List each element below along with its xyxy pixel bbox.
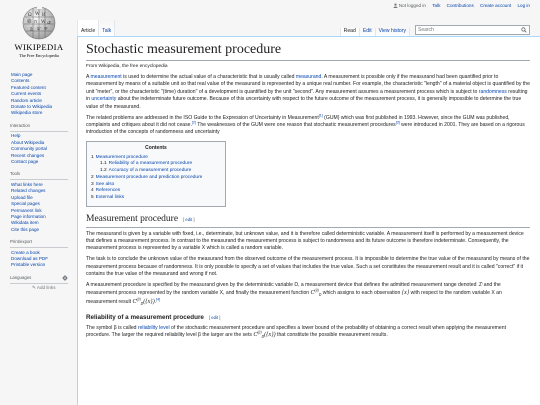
section-heading-text: Measurement procedure	[86, 213, 179, 224]
svg-text:W: W	[35, 12, 40, 17]
svg-text:Ω: Ω	[28, 13, 32, 18]
sidebar-item-what-links-here[interactable]: What links here	[11, 181, 43, 187]
sidebar-item-special-pages[interactable]: Special pages	[11, 201, 40, 207]
toc-label[interactable]: See also	[95, 181, 115, 187]
toc-title: Contents	[145, 144, 167, 151]
search-input[interactable]	[415, 25, 530, 35]
text: were introduced in 2001. They are based on a rigorous introduction of the concepts of randomness and uncertainty	[86, 121, 525, 136]
text: of the stochastic measurement procedure and specifies a lower bound of the probability of obtaining a correct result when applying the measurement procedure. The larger the required reliability level β the larger are the sets	[86, 324, 507, 339]
sidebar-item-page-information[interactable]: Page information	[11, 213, 46, 219]
svg-text:ی: ی	[47, 20, 51, 25]
measurand-link[interactable]: measurand	[295, 74, 322, 80]
sidebar-item-donate-to-wikipedia[interactable]: Donate to Wikipedia	[11, 104, 53, 110]
intro-paragraph-2	[86, 115, 530, 137]
math-result-arg: ({x})	[264, 332, 276, 339]
text: resulting in	[86, 88, 528, 103]
sidebar-item-wikidata-item[interactable]: Wikidata item	[11, 220, 39, 226]
sidebar-item-related-changes[interactable]: Related changes	[11, 188, 46, 194]
personal-tools	[388, 3, 530, 8]
create-account-link[interactable]: Create account	[480, 3, 512, 8]
text: which assigns to each observation	[321, 289, 402, 296]
svg-text:И: И	[42, 13, 46, 18]
login-link[interactable]: Log in	[517, 3, 530, 8]
text: The related problems are addressed in the ISO Guide to the Expression of Uncertainty in Measurement	[86, 114, 319, 121]
sidebar-item-current-events[interactable]: Current events	[11, 91, 42, 97]
toc-number: 3	[91, 181, 94, 187]
contributions-link[interactable]: Contributions	[446, 3, 474, 8]
edit-link-text[interactable]: edit	[211, 314, 219, 320]
add-links-text: Add links	[36, 285, 56, 291]
text: A measurement procedure is specified by the measurand given by the deterministic variable D, a measurement device that defines the admitted measurement range denoted	[86, 282, 478, 289]
sidebar-item-printable-version[interactable]: Printable version	[11, 262, 46, 268]
sidebar-item-upload-file[interactable]: Upload file	[11, 194, 33, 200]
print-heading: Print/export	[10, 238, 68, 248]
sidebar-item-contents[interactable]: Contents	[11, 78, 30, 84]
math-fn-sup: (β)	[314, 288, 319, 293]
gear-icon[interactable]	[62, 275, 68, 281]
sidebar-item-featured-content[interactable]: Featured content	[11, 84, 46, 90]
math-measurement-function	[311, 290, 322, 296]
not-logged-in-label	[393, 3, 427, 8]
search-icon[interactable]	[521, 27, 527, 33]
section-heading-measurement-procedure	[86, 213, 530, 228]
randomness-link[interactable]: randomness	[478, 88, 507, 95]
svg-text:ก: ก	[34, 20, 38, 25]
sidebar-languages	[10, 274, 76, 292]
sidebar-tools	[10, 170, 76, 233]
namespace-tabs	[77, 20, 115, 37]
math-observation: {x}	[401, 289, 410, 296]
languages-heading	[10, 274, 68, 284]
toc-item-measurement-procedure-and-prediction-procedure[interactable]	[91, 175, 221, 182]
svg-text:維: 維	[27, 20, 33, 25]
svg-text:ক: ক	[44, 27, 48, 32]
math-result-arg: ({x})	[143, 299, 155, 306]
text: . A measurement is possible only if the measurand had been quantified prior to measurement by means of a suitable unit so that real value of the measurand is represented by a unique real number. For example, the characteristic "length" of a material object is quantified by the unit "meter", or the characteristic "(time) duration" of a development is quantified by the unit "second". Any measurement assumes a measurement process which is subject to	[86, 74, 530, 95]
search-placeholder: Search	[418, 27, 434, 33]
wordmark: WIKIPEDIA	[14, 42, 64, 52]
table-of-contents	[86, 141, 226, 207]
math-range-symbol: 𝔇	[477, 282, 483, 289]
math-fn-sup: (β)	[257, 330, 262, 335]
view-tabs	[340, 20, 530, 37]
toc-number: 1	[91, 154, 94, 160]
reference-4[interactable]: [4]	[156, 297, 161, 302]
text: The symbol β is called	[86, 324, 138, 331]
page-title: Stochastic measurement procedure	[86, 41, 530, 61]
measurement-paragraph-3	[86, 282, 530, 309]
intro-paragraph-1	[86, 74, 530, 111]
text: (GUM) which was first published in 1993. However, since the GUM was published, complaints and critiques about it did not cease.	[86, 114, 510, 128]
svg-text:W: W	[41, 20, 46, 25]
math-fn-sub: D	[140, 302, 144, 307]
math-result-sets	[253, 332, 275, 338]
talk-link[interactable]: Talk	[432, 3, 441, 8]
measurement-link[interactable]: measurement	[90, 74, 122, 80]
tab-talk[interactable]: Talk	[99, 20, 115, 37]
languages-heading-text: Languages	[10, 274, 32, 280]
toc-list	[91, 155, 221, 202]
toc-number: 1.1	[100, 161, 107, 167]
sidebar-item-random-article[interactable]: Random article	[11, 97, 42, 103]
math-fn-sub: D	[261, 335, 265, 340]
text: is used to determine the actual value of a characteristic that is usually called	[121, 74, 296, 80]
edit-section-link[interactable]: [ edit ]	[183, 216, 195, 222]
toc-item-references[interactable]	[91, 188, 221, 195]
measurement-paragraph-2: The task is to conclude the unknown value of the measurand from the observed outcome of the measurement process. It is impossible to determine the true value of the measurand by means of the measurement process because of randomness. It is only possible to specify a set of values that includes the true value. Such a set constitutes the measurement result and it is called "correct" if it contains the true value of the measurand and wrong if not.	[86, 256, 530, 278]
math-fn-sub: D	[318, 292, 322, 297]
toc-label[interactable]: External links	[95, 194, 125, 200]
toc-number: 2	[91, 174, 94, 180]
toc-label[interactable]: Accuracy of a measurement procedure	[108, 168, 192, 174]
math-result	[132, 297, 157, 307]
sidebar-item-permanent-link[interactable]: Permanent link	[11, 207, 42, 213]
sidebar-item-cite-this-page[interactable]: Cite this page	[11, 226, 40, 232]
toc-label[interactable]: Measurement procedure and prediction procedure	[95, 174, 203, 180]
text: .	[154, 299, 157, 306]
sidebar-item-main-page[interactable]: Main page	[11, 72, 33, 77]
edit-link-text[interactable]: edit	[185, 216, 193, 222]
sidebar-item-download-as-pdf[interactable]: Download as PDF	[11, 256, 49, 262]
reliability-level-link[interactable]: reliability level	[137, 324, 170, 331]
pencil-icon: ✎	[32, 285, 36, 291]
wikipedia-logo[interactable]	[0, 0, 78, 66]
section-heading-reliability	[86, 314, 530, 322]
math-fn-letter: C	[253, 332, 258, 339]
section-heading-text: Reliability of a measurement procedure	[86, 313, 204, 321]
main-content	[77, 36, 540, 405]
toc-label[interactable]: Reliability of a measurement procedure	[108, 161, 193, 167]
reference-3[interactable]: [3]	[395, 120, 400, 125]
toc-label[interactable]: References	[95, 188, 121, 194]
math-fn-letter: C	[310, 289, 315, 296]
math-fn-sup: (β)	[136, 297, 141, 302]
tab-edit[interactable]: Edit	[360, 28, 376, 38]
tab-view-history[interactable]: View history	[376, 28, 410, 38]
tagline: The Free Encyclopedia	[19, 52, 59, 58]
reliability-paragraph	[86, 325, 530, 342]
text: A	[86, 74, 91, 80]
toc-label[interactable]: Measurement procedure	[95, 154, 148, 160]
edit-section-link[interactable]: [ edit ]	[208, 314, 221, 320]
sidebar-item-recent-changes[interactable]: Recent changes	[11, 152, 45, 158]
add-links-link[interactable]	[10, 285, 76, 291]
site-subtitle: From Wikipedia, the free encyclopedia	[86, 64, 168, 69]
sidebar-print	[10, 238, 76, 269]
uncertainty-link[interactable]: uncertainty	[91, 96, 117, 103]
user-icon	[393, 3, 398, 8]
sidebar-interaction	[10, 122, 76, 166]
reference-1[interactable]: [1]	[318, 113, 323, 118]
sidebar	[0, 72, 76, 297]
sidebar-item-help[interactable]: Help	[11, 133, 21, 139]
tools-heading: Tools	[10, 170, 68, 180]
sidebar-item-contact-page[interactable]: Contact page	[11, 158, 39, 164]
interaction-heading: Interaction	[10, 122, 68, 132]
toc-number: 4	[91, 188, 94, 194]
text: that constitute the possible measurement results.	[275, 332, 388, 339]
tab-read[interactable]: Read	[340, 28, 360, 38]
text: and the measurement process represented by the random variable X, and finally the measurement function	[86, 282, 501, 296]
toc-number: 1.2	[100, 168, 107, 174]
sidebar-item-wikipedia-store[interactable]: Wikipedia store	[11, 110, 43, 116]
tab-article[interactable]: Article	[77, 20, 99, 37]
not-logged-in-text: Not logged in	[398, 3, 426, 8]
toc-item-external-links[interactable]	[91, 195, 221, 202]
sidebar-item-about-wikipedia[interactable]: About Wikipedia	[11, 139, 45, 145]
toc-item-accuracy-of-a-measurement-procedure[interactable]	[91, 168, 221, 175]
math-fn-letter: C	[132, 299, 137, 306]
globe-icon	[21, 3, 57, 41]
measurement-paragraph-1: The measurand is given by a variable with fixed, i.e., determinate, but unknown value, and it is therefore called deterministic variable. A measurement itself is performed by a measurement device that defines a measurement process. In contrast to the measurand the measurement process is subject to randomness and its future outcome is therefore indeterminate. Consequently, the measurement process is represented by a variable X which is called a random variable.	[86, 230, 524, 252]
svg-text:ש: ש	[37, 27, 41, 32]
toc-number: 5	[91, 194, 94, 200]
svg-text:ვ: ვ	[30, 27, 33, 32]
text: The weaknesses of the GUM were one reason that stochastic measurement procedures	[195, 121, 396, 128]
sidebar-item-community-portal[interactable]: Community portal	[11, 146, 47, 152]
text: with respect to the random variable X an measurement result	[86, 289, 502, 306]
sidebar-navigation	[10, 72, 76, 117]
reference-2[interactable]: [2]	[191, 120, 196, 125]
sidebar-item-create-a-book[interactable]: Create a book	[11, 249, 40, 255]
text: about the indeterminate future outcome. Because of this uncertainty with respect to the future outcome of the measurement process, it is generally impossible to determine the true value of the measurand.	[86, 96, 522, 110]
